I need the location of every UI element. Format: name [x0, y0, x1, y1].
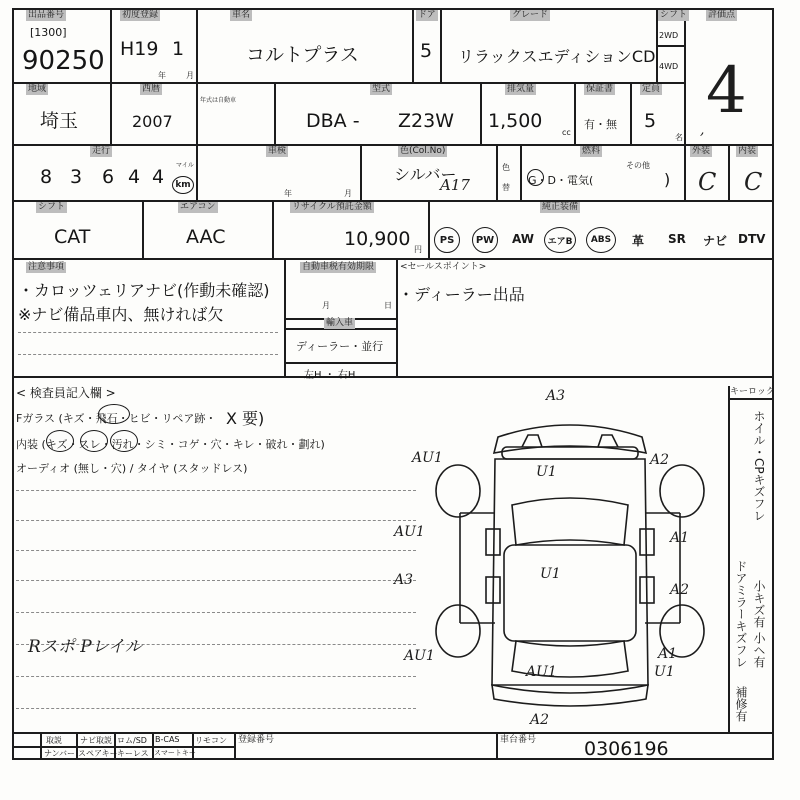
- shaken-month-unit: 月: [344, 189, 352, 198]
- divider: [428, 200, 430, 258]
- frame-left: [12, 8, 14, 760]
- fuel-close: ): [664, 170, 671, 189]
- era-year: H19: [120, 38, 159, 60]
- shift-type-label: シフト: [38, 202, 66, 212]
- shift-label: シフト: [660, 10, 688, 20]
- chassis-label: 車台番号: [500, 735, 537, 745]
- western-year-value: 2007: [132, 112, 173, 131]
- capacity-unit: 名: [675, 133, 683, 142]
- divider: [16, 708, 416, 709]
- divider: [440, 8, 442, 82]
- divider: [684, 144, 686, 200]
- damage-mark-trunk: AU1: [526, 664, 557, 680]
- divider: [16, 520, 416, 521]
- divider: [272, 200, 274, 258]
- side-text-3: 小キズ有 小ヘ有: [752, 580, 766, 668]
- grade-value: リラックスエディションCD: [458, 47, 656, 66]
- fuel-selected-mark: [527, 169, 544, 186]
- glass-line: Fガラス (キズ・飛石・ヒビ・リペア跡・: [16, 412, 217, 425]
- damage-mark-right-rear-2: U1: [654, 664, 675, 680]
- note-rule: [18, 332, 278, 333]
- divider: [496, 144, 498, 200]
- equip-airbag: エアB: [544, 227, 576, 253]
- glass-mark: [98, 404, 130, 424]
- model-code: Z23W: [398, 110, 454, 132]
- side-text-1: ホイル・CPキズフレ: [752, 410, 766, 522]
- divider: [684, 8, 686, 144]
- warranty-value: 有・無: [584, 118, 617, 131]
- score-tick: ,: [700, 122, 705, 138]
- year-unit: 年: [158, 71, 166, 80]
- shift-value: CAT: [54, 226, 91, 248]
- divider: [630, 82, 632, 144]
- note-1: ・カロッツェリアナビ(作動未確認): [18, 281, 270, 300]
- drive-4wd: 4WD: [659, 62, 679, 71]
- mile-unit: マイル: [176, 162, 194, 169]
- import-label: 輸入車: [326, 318, 354, 328]
- month-value: 1: [172, 38, 185, 60]
- lot-label: 出品番号: [28, 10, 65, 20]
- fuel-other: その他: [626, 161, 650, 170]
- mileage-digit: 4: [128, 166, 141, 188]
- row4-bottom: [12, 258, 774, 260]
- year-label: 初度登録: [122, 10, 159, 20]
- divider: [496, 732, 498, 758]
- divider: [274, 82, 276, 144]
- equip-sr: SR: [668, 232, 686, 246]
- recycle-label: リサイクル預託金額: [292, 202, 372, 212]
- recall-label: 自動車税有効期限: [302, 262, 375, 272]
- frame-right: [772, 8, 774, 760]
- damage-mark-left-rear: AU1: [404, 648, 435, 664]
- interior-mark: [46, 430, 74, 452]
- note-rule: [18, 354, 278, 355]
- divider: [728, 144, 730, 200]
- mileage-digit: 6: [102, 166, 115, 188]
- damage-mark-hood: U1: [536, 464, 557, 480]
- damage-mark-right-rear-1: A1: [658, 646, 678, 662]
- chassis-number: 0306196: [584, 738, 669, 760]
- color-no: A17: [440, 176, 470, 194]
- inspector-title: < 検査員記入欄 >: [16, 386, 116, 400]
- yen-unit: 円: [414, 245, 422, 254]
- shaken-label: 車検: [268, 146, 287, 156]
- km-unit: km: [172, 176, 194, 194]
- divider: [728, 386, 730, 732]
- warranty-label: 保証書: [586, 84, 614, 94]
- divider: [40, 732, 42, 758]
- footer-item-bcas: B-CAS: [155, 735, 180, 744]
- footer-item-remote: リモコン: [195, 736, 227, 745]
- footer-item-navi-manual: ナビ取説: [80, 736, 112, 745]
- divider: [574, 82, 576, 144]
- doors-label: ドア: [418, 10, 436, 20]
- exterior-grade: C: [698, 168, 717, 196]
- fuel-label: 燃料: [582, 146, 601, 156]
- displacement-value: 1,500: [488, 110, 543, 132]
- fuel-value: G・D・電気(: [528, 174, 594, 187]
- sales-label: <セールスポイント>: [400, 262, 487, 272]
- doors-value: 5: [420, 40, 433, 62]
- divider: [520, 144, 522, 200]
- displacement-label: 排気量: [507, 84, 535, 94]
- equip-ps: PS: [434, 227, 460, 253]
- damage-mark-left-door: AU1: [394, 524, 425, 540]
- score-label: 評価点: [708, 10, 736, 20]
- audio-line: オーディオ (無し・穴) / タイヤ (スタッドレス): [16, 462, 248, 475]
- drive-2wd: 2WD: [659, 31, 679, 40]
- exterior-label: 外装: [692, 146, 711, 156]
- divider: [16, 580, 416, 581]
- lot-prefix: [1300]: [30, 26, 67, 39]
- divider: [480, 82, 482, 144]
- mileage-label: 走行: [92, 146, 111, 156]
- divider: [110, 82, 112, 144]
- divider: [412, 8, 414, 82]
- handwritten-note: Rスポ Pレイル: [28, 637, 142, 657]
- mileage-digit: 4: [152, 166, 165, 188]
- equip-aw: AW: [512, 232, 534, 246]
- color-value: シルバー: [394, 165, 457, 184]
- equipment-label: 純正装備: [542, 202, 579, 212]
- damage-mark-roof: U1: [540, 566, 561, 582]
- side-text-4: 補修有: [734, 686, 748, 722]
- recall-day: 日: [384, 301, 392, 310]
- region-label: 地域: [28, 84, 47, 94]
- side-text-2: ドアミラーキズフレ: [734, 560, 748, 668]
- model-label: 型式: [372, 84, 391, 94]
- equip-navi: ナビ: [703, 234, 728, 248]
- car-diagram: [420, 395, 720, 725]
- divider: [196, 82, 198, 144]
- aircon-label: エアコン: [180, 202, 216, 212]
- car-name-label: 車名: [232, 10, 251, 20]
- damage-mark-right-door: A1: [670, 530, 690, 546]
- damage-mark-right-front: A2: [650, 452, 670, 468]
- sales-point: ・ディーラー出品: [398, 285, 525, 304]
- footer-item-rom: ロム/SD: [117, 736, 147, 745]
- divider: [16, 550, 416, 551]
- mileage-digit: 3: [70, 166, 83, 188]
- reg-label: 登録番号: [238, 735, 275, 745]
- import-type: ディーラー・並行: [296, 340, 384, 353]
- divider: [196, 8, 198, 82]
- damage-mark-right-rear-door: A2: [670, 582, 690, 598]
- interior-line: 内装 (キズ・スレ・汚れ・シミ・コゲ・穴・キレ・破れ・劃れ): [16, 438, 325, 451]
- shaken-year-unit: 年: [284, 189, 292, 198]
- footer-item-keyless: キーレス: [117, 749, 149, 758]
- divider: [360, 144, 362, 200]
- cc-unit: cc: [562, 128, 571, 137]
- region-value: 埼玉: [40, 110, 79, 132]
- footer-item-smart-key: スマートキー: [154, 749, 196, 757]
- color-change-bottom: 替: [502, 183, 510, 192]
- equip-abs: ABS: [586, 227, 616, 253]
- divider: [16, 676, 416, 677]
- interior-mark: [110, 430, 138, 452]
- damage-mark-left-front: AU1: [412, 450, 443, 466]
- capacity-label: 定員: [642, 84, 661, 94]
- western-year-label: 西暦: [142, 84, 161, 94]
- keylock-label: キーロック: [730, 387, 775, 397]
- note-2: ※ナビ備品車内、無ければ欠: [18, 305, 224, 324]
- grade-label: グレード: [512, 10, 549, 20]
- divider: [656, 45, 684, 47]
- damage-mark-rear: A3: [546, 388, 566, 404]
- divider: [284, 362, 396, 364]
- mileage-digit: 8: [40, 166, 53, 188]
- aircon-value: AAC: [186, 226, 226, 248]
- footer-item-spare-key: スペアキー: [78, 749, 118, 758]
- footer-top: [12, 732, 774, 734]
- recycle-amount: 10,900: [344, 228, 411, 250]
- interior-label: 内装: [738, 146, 757, 156]
- equip-dtv: DTV: [738, 232, 766, 246]
- footer-item-plate: ナンバー: [44, 749, 76, 758]
- damage-mark-left-side: A3: [394, 572, 414, 588]
- model-prefix: DBA -: [306, 110, 360, 132]
- row5-bottom: [12, 376, 774, 378]
- handle-side: 左H ・ 右H: [304, 370, 356, 381]
- color-label: 色(Col.No): [400, 146, 446, 156]
- interior-grade: C: [744, 168, 763, 196]
- divider: [396, 258, 398, 376]
- divider: [142, 200, 144, 258]
- divider: [728, 398, 772, 400]
- interior-mark: [80, 430, 108, 452]
- equip-leather: 革: [632, 234, 645, 248]
- divider: [110, 8, 112, 82]
- car-name: コルトプラス: [246, 44, 359, 66]
- color-change-top: 色: [502, 163, 510, 172]
- model-year-note: 年式は自動車: [200, 97, 237, 104]
- recall-month: 月: [322, 301, 330, 310]
- row3-bottom: [12, 200, 774, 202]
- divider: [284, 258, 286, 376]
- divider: [16, 612, 416, 613]
- equip-pw: PW: [472, 227, 498, 253]
- row2-bottom: [12, 144, 774, 146]
- divider: [234, 732, 236, 758]
- divider: [16, 490, 416, 491]
- score-value: 4: [706, 54, 747, 128]
- glass-extra: X 要): [226, 409, 265, 428]
- footer-item-manual: 取説: [46, 736, 62, 745]
- capacity-value: 5: [644, 110, 657, 132]
- lot-number: 90250: [22, 46, 105, 76]
- notes-label: 注意事項: [28, 262, 65, 272]
- divider: [196, 144, 198, 200]
- month-unit: 月: [186, 71, 194, 80]
- damage-mark-front: A2: [530, 712, 550, 728]
